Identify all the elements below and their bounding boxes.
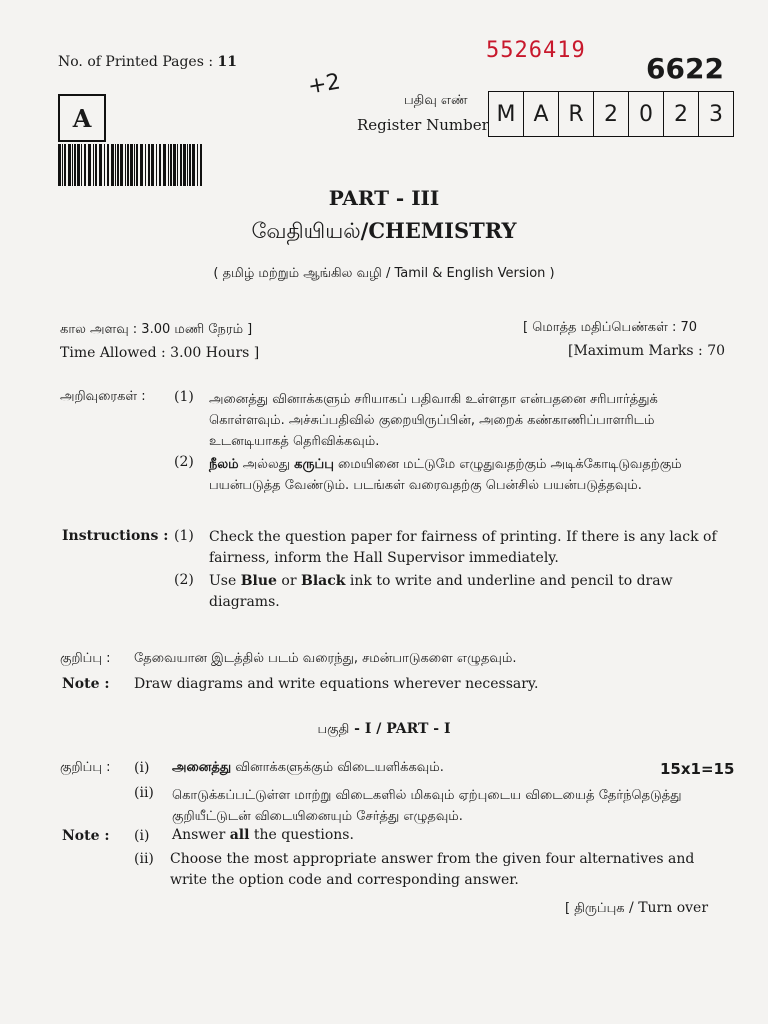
instructions-label: Instructions : <box>62 528 169 544</box>
printed-pages-value: 11 <box>217 54 237 70</box>
instruction-fragment: ink to write and underline and pencil to draw diagrams. <box>209 573 673 610</box>
instruction-text <box>209 571 731 613</box>
part-one-note-bold: all <box>229 827 250 843</box>
part-one-note-label: Note : <box>62 828 110 844</box>
instruction-tamil-fragment: அல்லது <box>238 457 295 472</box>
time-allowed-tamil: கால அளவு : 3.00 மணி நேரம் ] <box>60 322 253 337</box>
part-one-note-tamil-text <box>172 760 444 776</box>
instruction-number: (1) <box>174 528 194 544</box>
instruction-tamil-number: (1) <box>174 389 194 405</box>
note-tamil-label: குறிப்பு : <box>60 651 111 666</box>
part-one-note-tamil-text: கொடுக்கப்பட்டுள்ள மாற்று விடைகளில் மிகவும் ஏற்புடைய விடையைத் தேர்ந்தெடுத்து குறியீட்டுடன் விடையினையும் சேர்த்து எழுதவும். <box>172 788 682 824</box>
instruction-tamil-bold: நீலம் <box>209 457 239 472</box>
instruction-text: Check the question paper for fairness of printing. If there is any lack of fairness, inform the Hall Supervisor immediately. <box>209 529 717 566</box>
serial-number: 5526419 <box>486 38 586 63</box>
series-letter: A <box>72 103 92 133</box>
part-one-heading-english: - I / PART - I <box>354 721 451 737</box>
note-tamil-text: தேவையான இடத்தில் படம் வரைந்து, சமன்பாடுகளை எழுதவும். <box>134 651 517 666</box>
part-one-note-number: (i) <box>134 760 150 776</box>
instruction-bold: Blue <box>240 573 277 589</box>
printed-pages <box>58 54 237 70</box>
register-number-cell: 2 <box>594 92 629 136</box>
note-label: Note : <box>62 676 110 692</box>
instruction-bold: Black <box>301 573 346 589</box>
instruction-fragment: Use <box>209 573 241 589</box>
part-one-note-number: (ii) <box>134 851 154 867</box>
part-one-note-number: (ii) <box>134 785 154 801</box>
part-one-note-text <box>172 827 354 843</box>
turn-over-tamil: [ திருப்புக <box>565 901 625 916</box>
part-one-note-text: Choose the most appropriate answer from the given four alternatives and write the option code and corresponding answer. <box>170 851 695 888</box>
barcode-icon <box>56 144 206 186</box>
subject-title <box>0 218 768 246</box>
part-one-note-number: (i) <box>134 828 150 844</box>
maximum-marks-tamil: [ மொத்த மதிப்பெண்கள் : 70 <box>523 320 697 335</box>
register-number-cell: 2 <box>664 92 699 136</box>
maximum-marks: [Maximum Marks : 70 <box>568 343 726 359</box>
register-number-cell: R <box>559 92 594 136</box>
instruction-number: (2) <box>174 572 194 588</box>
printed-pages-label: No. of Printed Pages : <box>58 54 214 70</box>
part-one-note-fragment: Answer <box>172 827 230 843</box>
part-one-note-tamil-label: குறிப்பு : <box>60 760 111 775</box>
register-number-cell: A <box>524 92 559 136</box>
instruction-tamil-text: அனைத்து வினாக்களும் சரியாகப் பதிவாகி உள்ளதா என்பதனை சரிபார்த்துக் கொள்ளவும். அச்சுப்பதிவில் குறையிருப்பின், அறைக் கண்காணிப்பாளரிடம் உடனடியாகத் தெரிவிக்கவும். <box>209 392 658 449</box>
instruction-tamil-text <box>209 454 729 496</box>
code-number: 6622 <box>646 52 724 85</box>
register-number-cell: 0 <box>629 92 664 136</box>
turn-over-note <box>565 900 708 917</box>
version-line: ( தமிழ் மற்றும் ஆங்கில வழி / Tamil & English Version ) <box>213 266 555 281</box>
part-one-note-tamil-fragment: வினாக்களுக்கும் விடையளிக்கவும். <box>231 760 444 775</box>
part-one-note-tamil-bold: அனைத்து <box>172 760 232 775</box>
instruction-tamil-number: (2) <box>174 454 194 470</box>
subject-english: CHEMISTRY <box>368 218 517 243</box>
register-number-cell: M <box>489 92 524 136</box>
instruction-tamil-bold: கருப்பு <box>294 457 334 472</box>
part-title: PART - III <box>328 186 440 210</box>
instructions-tamil-label: அறிவுரைகள் : <box>60 389 146 404</box>
register-number-boxes <box>488 91 734 137</box>
instruction-fragment: or <box>276 573 301 589</box>
handwritten-plus-two: +2 <box>306 69 343 100</box>
part-one-heading <box>0 721 768 738</box>
subject-separator: / <box>360 218 369 243</box>
series-box <box>58 94 106 142</box>
register-number-tamil-label: பதிவு எண் <box>404 93 468 108</box>
part-one-marks: 15x1=15 <box>660 760 735 778</box>
time-allowed: Time Allowed : 3.00 Hours ] <box>60 345 260 361</box>
register-number-label: Register Number <box>357 116 489 134</box>
note-text: Draw diagrams and write equations wherever necessary. <box>134 676 539 692</box>
turn-over-english: / Turn over <box>624 900 709 916</box>
part-one-heading-tamil: பகுதி <box>317 722 350 737</box>
register-number-cell: 3 <box>709 101 723 127</box>
subject-tamil: வேதியியல் <box>251 219 361 243</box>
instruction-tamil-fragment: மையினை மட்டுமே எழுதுவதற்கும் அடிக்கோடிடுவதற்கும் பயன்படுத்த வேண்டும். படங்கள் வரைவதற்கு பென்சில் பயன்படுத்தவும். <box>209 457 682 493</box>
part-one-note-fragment: the questions. <box>249 827 354 843</box>
